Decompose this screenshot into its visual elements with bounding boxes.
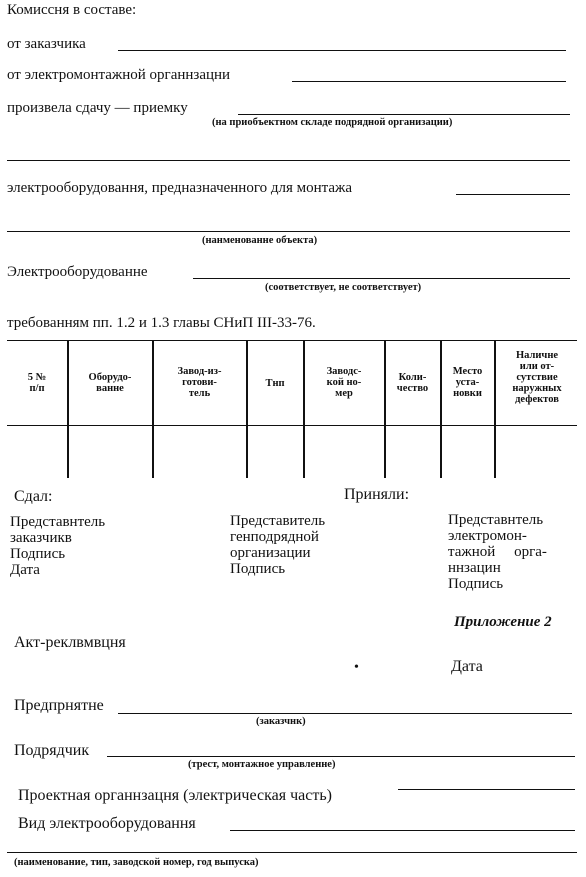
th-serial: Заводс- кой но- мер xyxy=(326,366,362,399)
enterprise-field[interactable] xyxy=(118,713,572,714)
th-manufacturer: Завод-из- готови- тель xyxy=(177,366,222,399)
handed-label: Сдал: xyxy=(14,488,53,505)
object-field[interactable] xyxy=(7,231,570,232)
table-header-border xyxy=(7,425,577,426)
equipment-intended-label: электрооборудовання, предназначенного для монтажа xyxy=(7,180,353,196)
table-col-divider xyxy=(152,341,154,478)
bullet-dot: • xyxy=(354,660,359,675)
contractor-label: Подрядчик xyxy=(14,742,90,759)
design-org-field[interactable] xyxy=(398,789,575,790)
handover-label: произвела сдачу — приемку xyxy=(7,100,188,116)
from-customer-field[interactable] xyxy=(118,50,566,51)
th-defects: Наличне или от- сутствие наружных дефектов xyxy=(512,350,562,405)
signature-general-contractor: Представитель генподрядной организации Подпись xyxy=(230,513,326,577)
th-equipment: Оборудо- ванне xyxy=(88,372,132,394)
contractor-field[interactable] xyxy=(107,756,575,757)
signature-customer: Представнтель заказчикв Подпись Дата xyxy=(10,514,106,578)
appendix-title: Акт-реклвмвцня xyxy=(14,634,126,651)
from-electro-org-field[interactable] xyxy=(292,81,566,82)
table-col-divider xyxy=(384,341,386,478)
equipment-intended-field[interactable] xyxy=(456,194,570,195)
signature-electro-org: Представнтель электромон- тажной орга- ннзацин Подпись xyxy=(448,512,547,592)
date-label: Дата xyxy=(451,658,483,675)
table-top-border xyxy=(7,340,577,341)
th-number: 5 № п/п xyxy=(27,372,47,394)
enterprise-label: Предпрнятне xyxy=(14,697,104,714)
handover-caption: (на приобъектном складе подрядной организации) xyxy=(212,117,453,128)
from-electro-org-label: от электромонтажной органнзацни xyxy=(7,67,231,83)
th-quantity: Коли- чество xyxy=(396,372,429,394)
equipment-caption: (наименование, тип, заводской номер, год выпуска) xyxy=(14,857,259,868)
from-customer-label: от заказчика xyxy=(7,36,86,52)
th-type: Тнп xyxy=(265,378,285,389)
handover-field[interactable] xyxy=(238,114,570,115)
table-col-divider xyxy=(303,341,305,478)
enterprise-caption: (заказчнк) xyxy=(256,716,306,727)
electro-equipment-label: Электрооборудованне xyxy=(7,264,148,280)
object-caption: (нанменованне объекта) xyxy=(202,235,318,246)
blank-line-1[interactable] xyxy=(7,160,570,161)
equipment-kind-field[interactable] xyxy=(230,830,575,831)
table-col-divider xyxy=(67,341,69,478)
requirements-text: требованням пп. 1.2 и 1.3 главы СНиП III-33-76. xyxy=(7,315,316,331)
table-col-divider xyxy=(246,341,248,478)
conformity-caption: (соответствует, не соответствует) xyxy=(265,282,422,293)
equipment-kind-field-2[interactable] xyxy=(7,852,577,853)
accepted-label: Приняли: xyxy=(344,486,410,503)
commission-label: Комиссня в составе: xyxy=(7,2,137,18)
th-location: Место уста- новки xyxy=(452,366,483,399)
equipment-kind-label: Вид электрооборудовання xyxy=(18,815,196,832)
table-col-divider xyxy=(440,341,442,478)
design-org-label: Проектная органнзацня (электрическая часть) xyxy=(18,787,332,804)
electro-equipment-field[interactable] xyxy=(193,278,570,279)
appendix-label: Приложение 2 xyxy=(454,614,552,630)
contractor-caption: (трест, монтажное управленне) xyxy=(188,759,336,770)
